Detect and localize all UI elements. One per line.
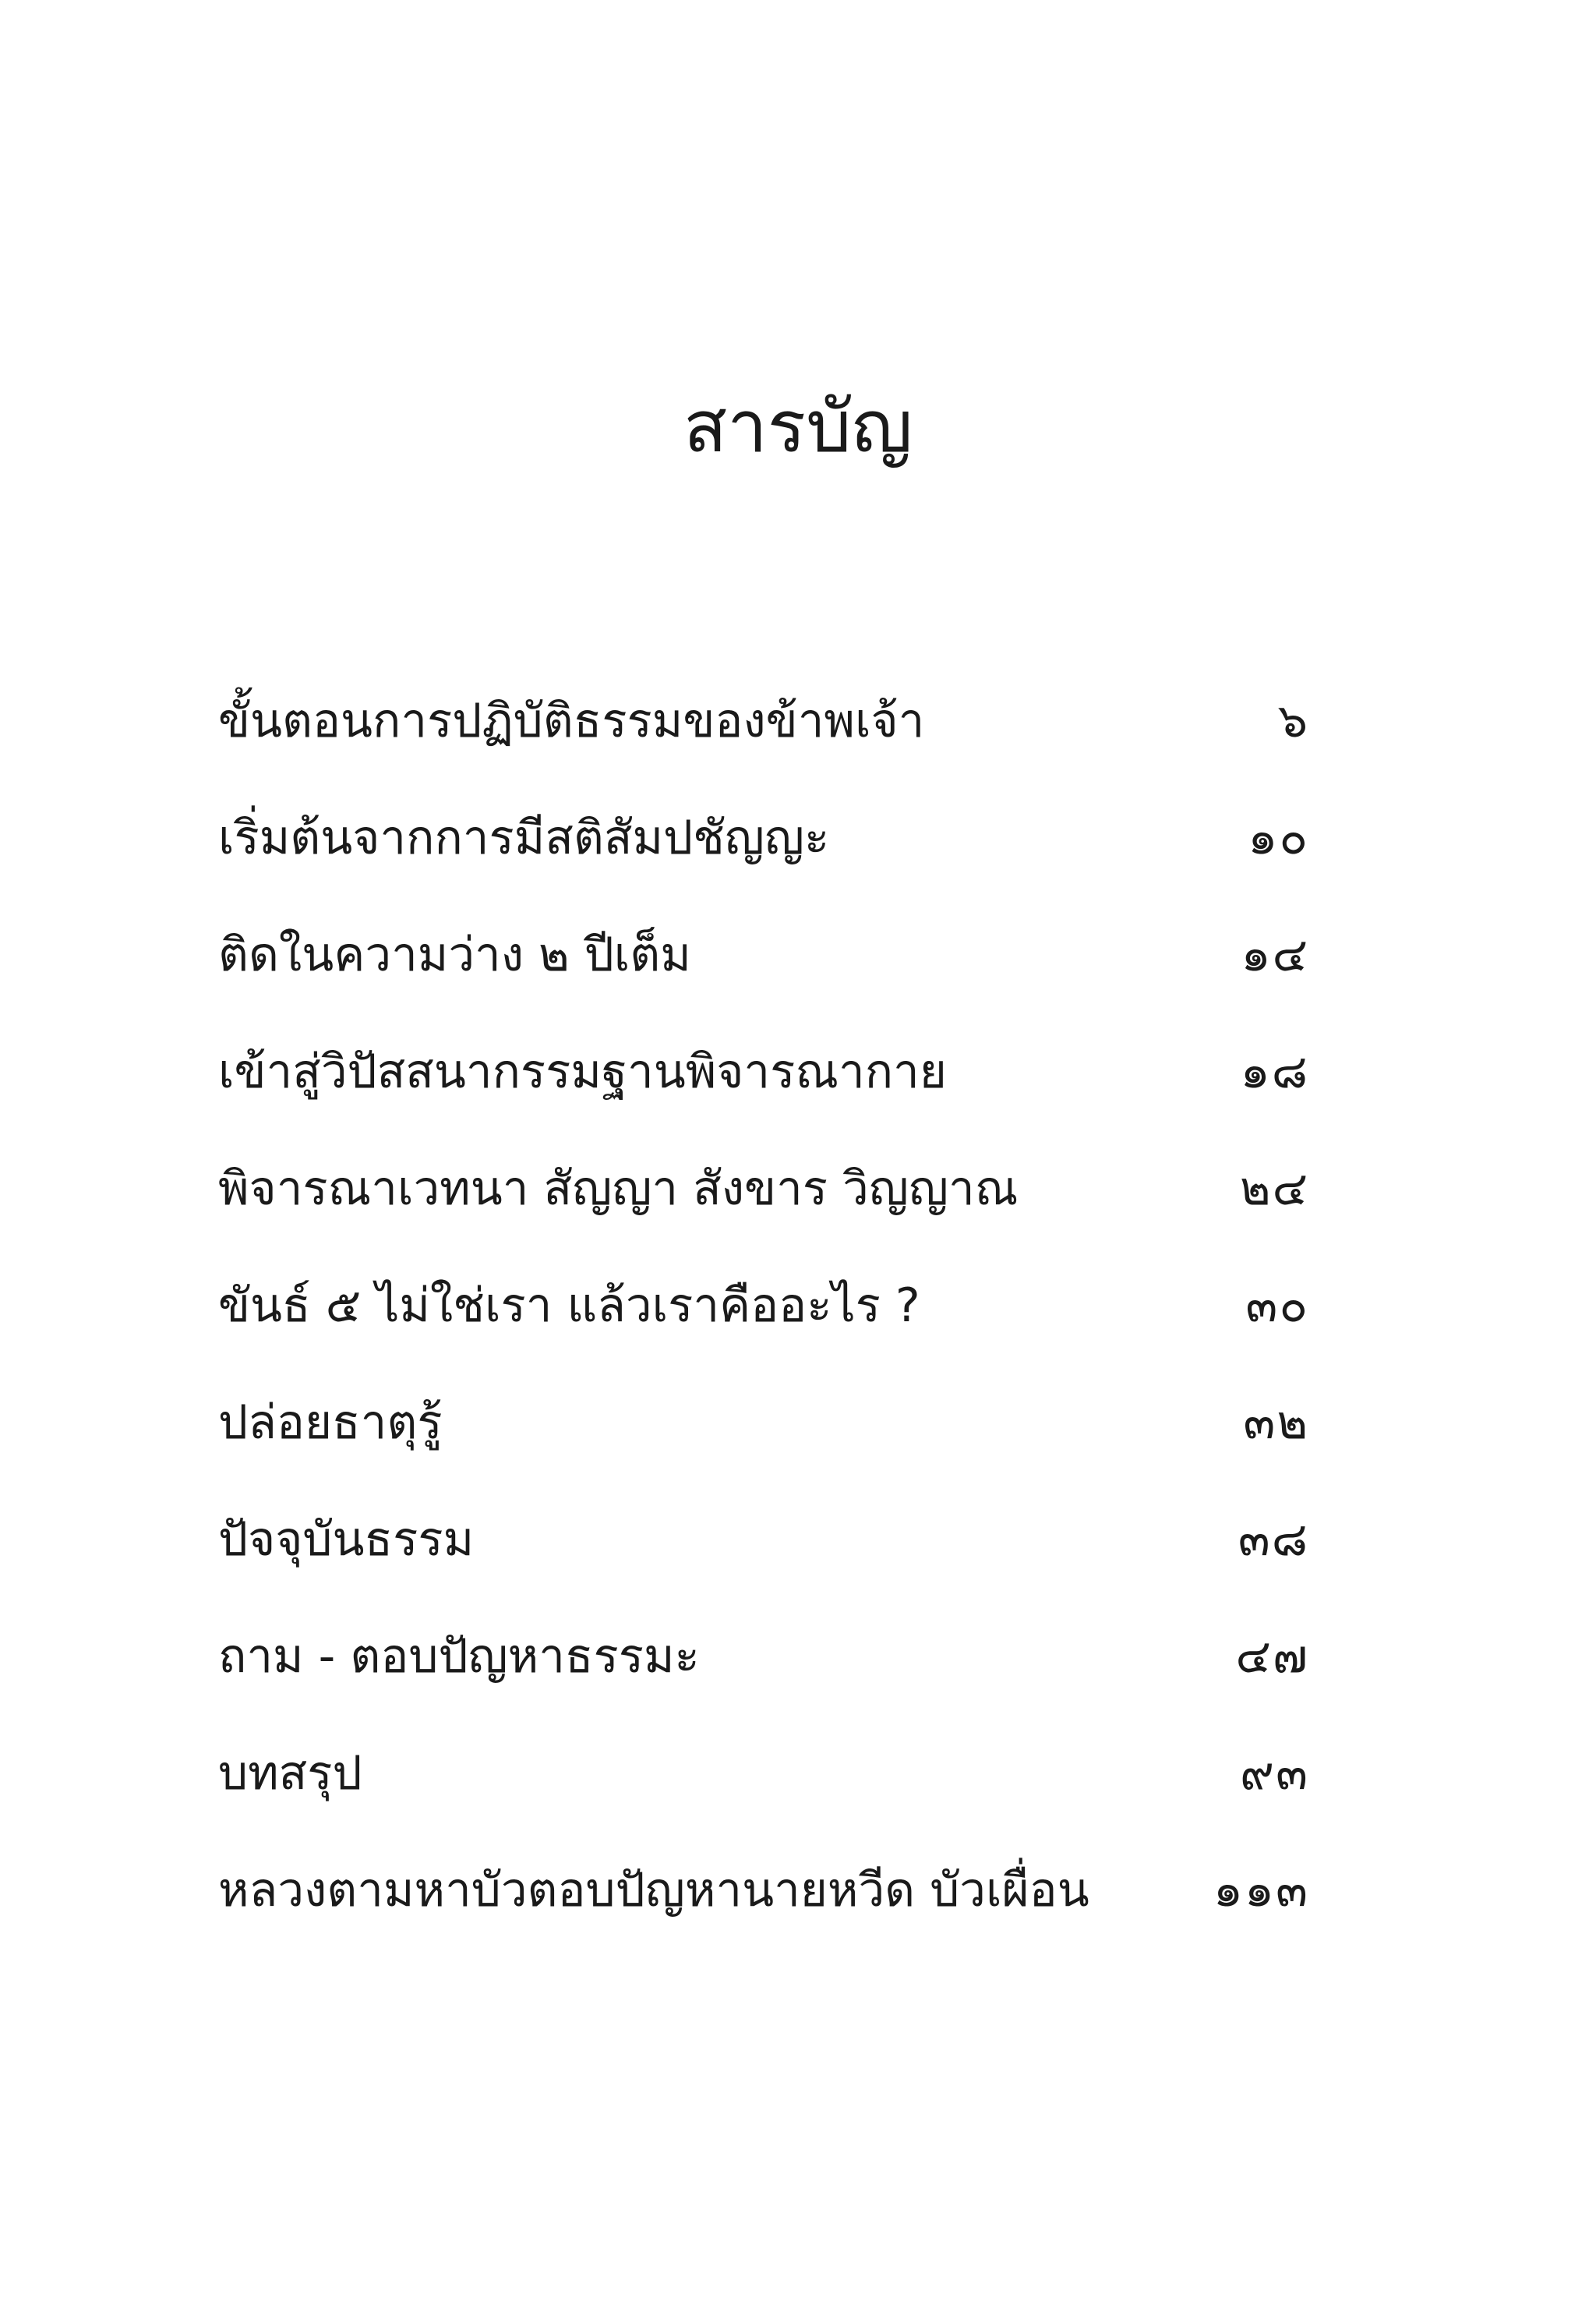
toc-entry — [218, 1364, 1309, 1481]
toc-entry-page-number: ๑๔ — [1241, 928, 1309, 982]
toc-entry-title: ถาม - ตอบปัญหาธรรมะ — [218, 1629, 700, 1684]
toc-entry — [218, 1013, 1309, 1130]
toc-entry-page-number: ๒๔ — [1240, 1161, 1309, 1216]
toc-entry-title: ขั้นตอนการปฏิบัติธรรมของข้าพเจ้า — [218, 694, 925, 748]
toc-entry-page-number: ๔๗ — [1235, 1629, 1309, 1684]
toc-entry-page-number: ๓๒ — [1243, 1395, 1309, 1450]
toc-entry-page-number: ๖ — [1277, 694, 1309, 748]
toc-entry-page-number: ๑๑๓ — [1213, 1863, 1309, 1918]
toc-entry-title: หลวงตามหาบัวตอบปัญหานายหวีด บัวเผื่อน — [218, 1863, 1089, 1918]
toc-entry-title: บทสรุป — [218, 1746, 362, 1801]
table-of-contents — [218, 663, 1309, 1949]
toc-entry-title: ปัจจุบันธรรม — [218, 1512, 475, 1567]
toc-entry — [218, 663, 1309, 780]
toc-entry-title: ปล่อยธาตุรู้ — [218, 1395, 443, 1450]
toc-entry-title: พิจารณาเวทนา สัญญา สังขาร วิญญาณ — [218, 1161, 1019, 1216]
toc-entry — [218, 1832, 1309, 1949]
toc-entry-page-number: ๓๘ — [1238, 1512, 1309, 1567]
toc-entry-page-number: ๑๐ — [1248, 811, 1309, 865]
toc-entry — [218, 780, 1309, 896]
page-title: สารบัญ — [683, 384, 913, 468]
toc-entry — [218, 1715, 1309, 1832]
toc-entry — [218, 896, 1309, 1013]
toc-entry-title: เข้าสู่วิปัสสนากรรมฐานพิจารณากาย — [218, 1045, 947, 1099]
toc-entry-title: ขันธ์ ๕ ไม่ใช่เรา แล้วเราคืออะไร ? — [218, 1278, 920, 1333]
toc-entry-page-number: ๑๘ — [1240, 1045, 1309, 1099]
toc-entry — [218, 1247, 1309, 1364]
toc-entry — [218, 1481, 1309, 1598]
toc-entry-page-number: ๙๓ — [1240, 1746, 1309, 1801]
toc-entry — [218, 1598, 1309, 1715]
toc-entry — [218, 1130, 1309, 1247]
toc-entry-page-number: ๓๐ — [1245, 1278, 1309, 1333]
toc-entry-title: ติดในความว่าง ๒ ปีเต็ม — [218, 928, 691, 982]
toc-entry-title: เริ่มต้นจากการมีสติสัมปชัญญะ — [218, 811, 830, 865]
